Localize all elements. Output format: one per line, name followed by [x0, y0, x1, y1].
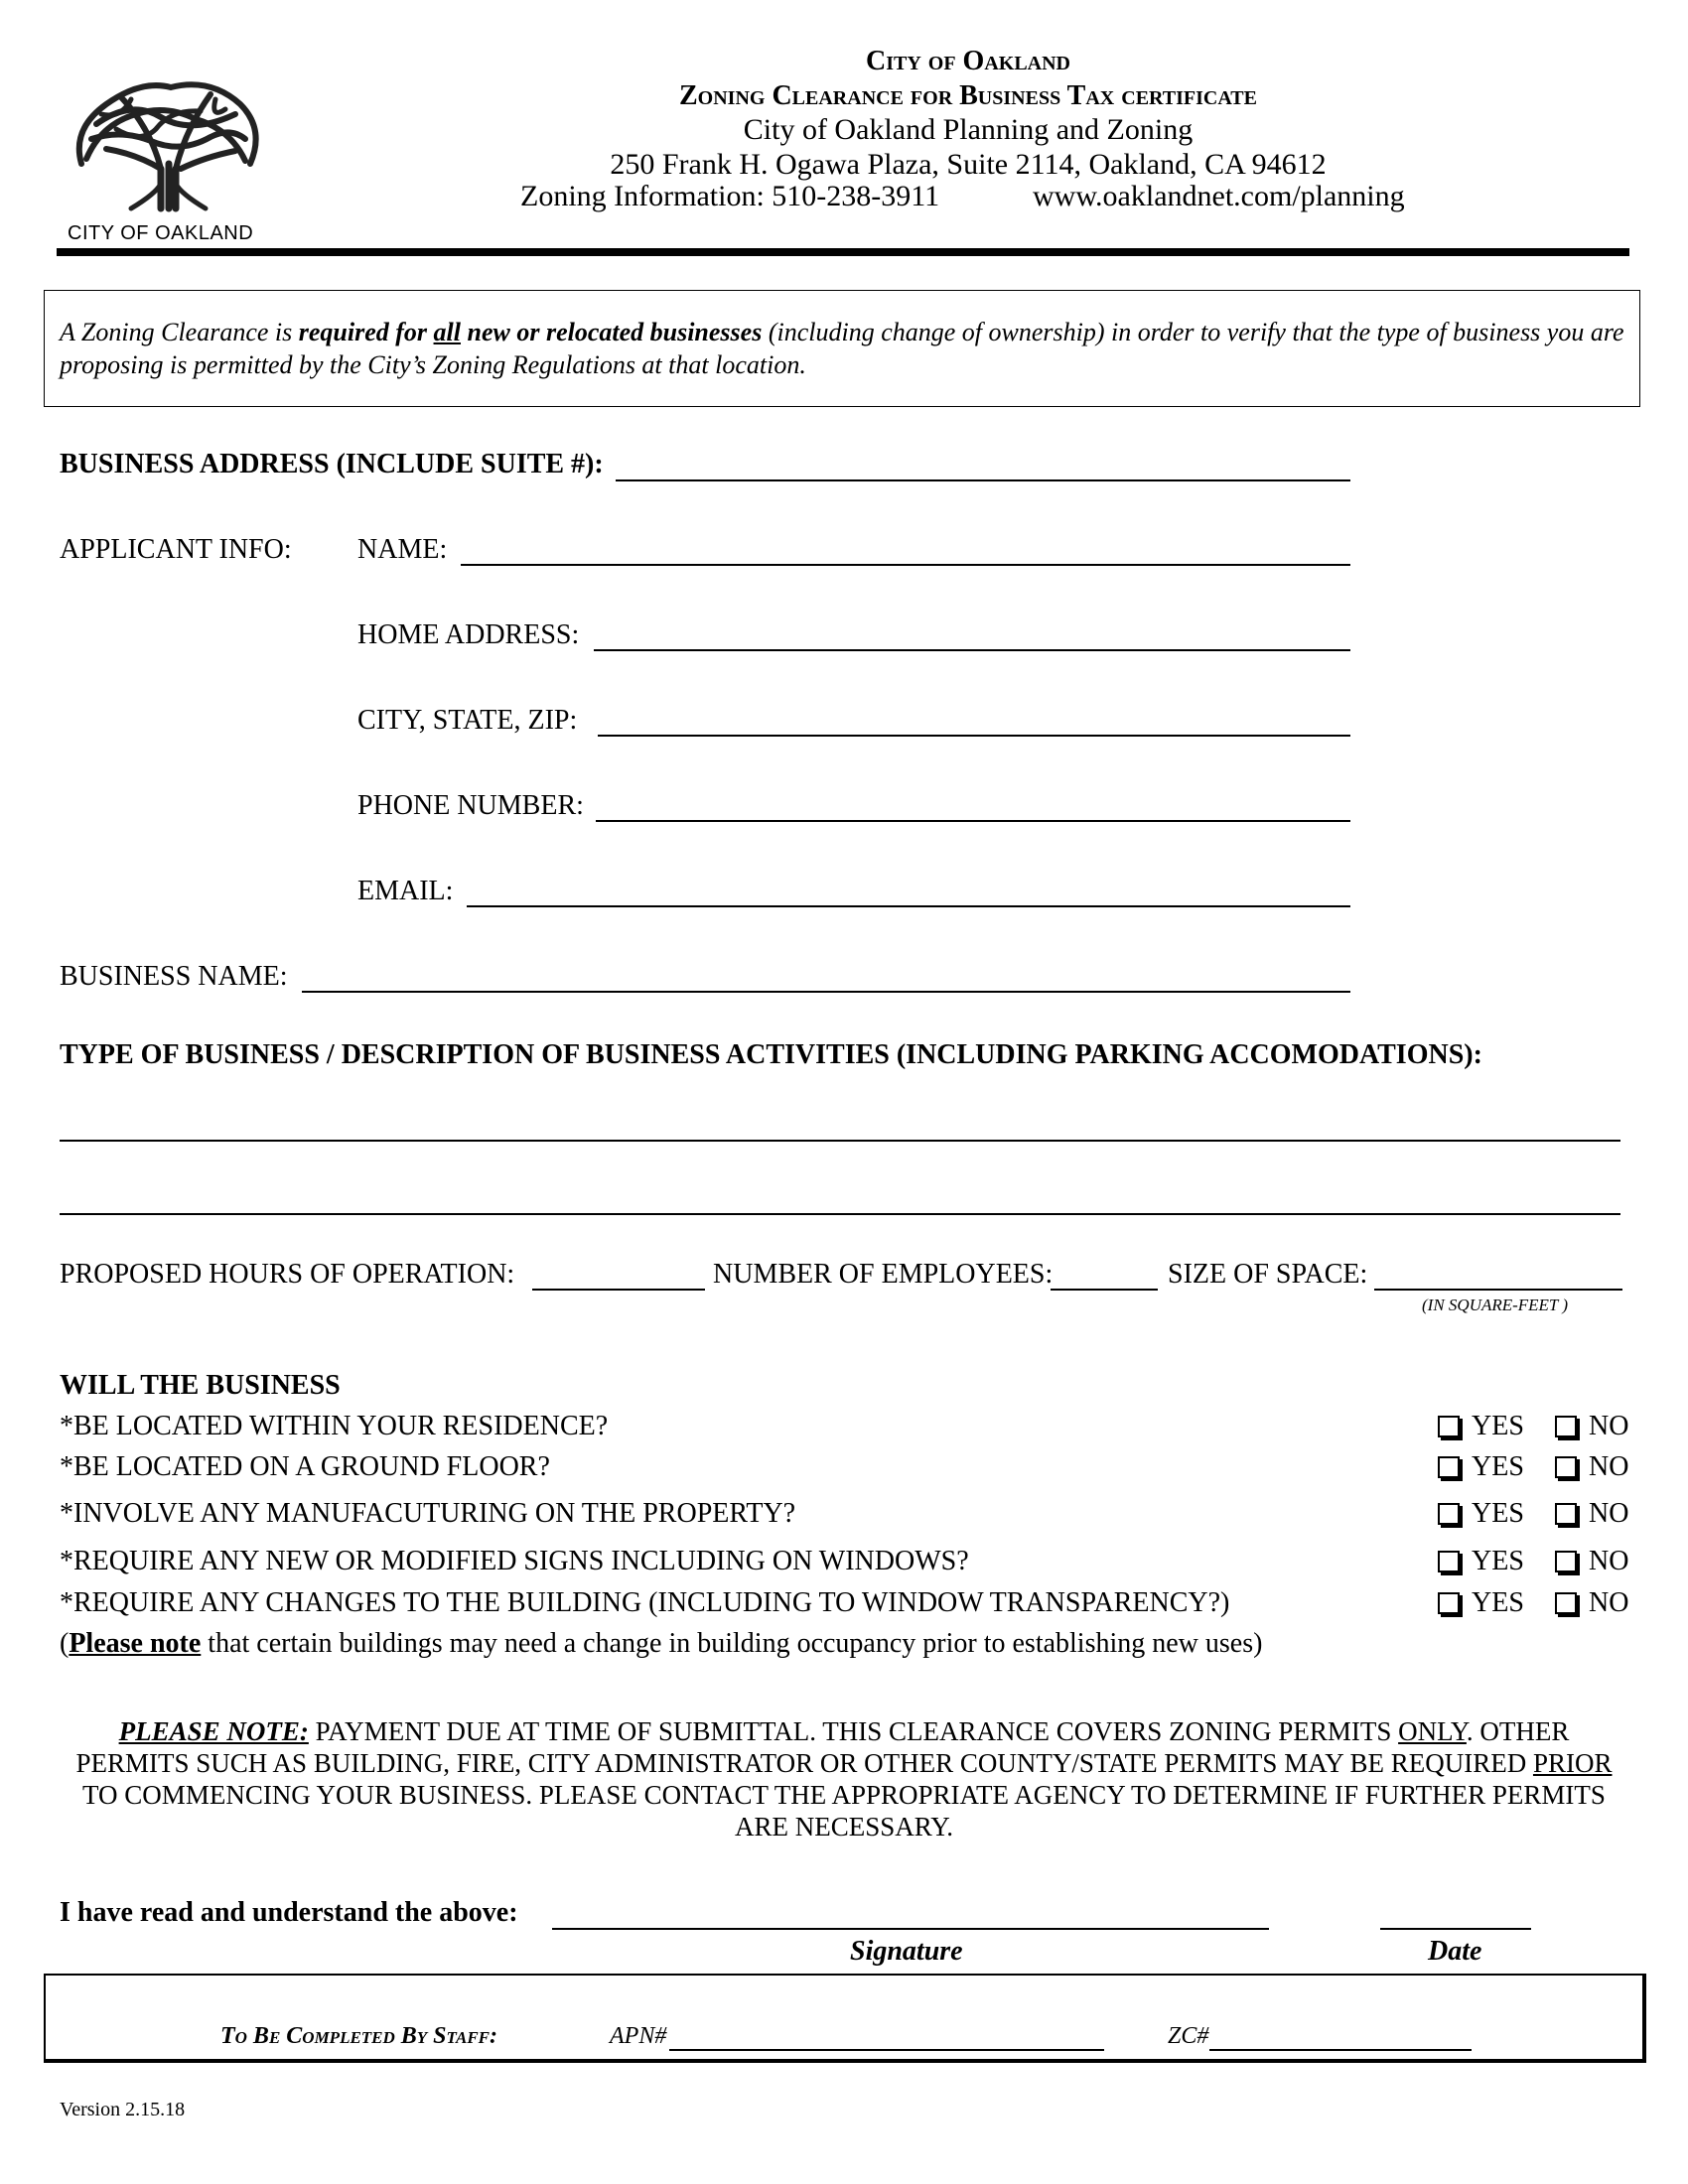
checkbox-icon: [1555, 1416, 1577, 1437]
employees-label: NUMBER OF EMPLOYEES:: [713, 1259, 1054, 1290]
checkbox-icon: [1438, 1456, 1460, 1478]
zc-input[interactable]: [1209, 2049, 1472, 2051]
checkbox-icon: [1555, 1456, 1577, 1478]
hours-label: PROPOSED HOURS OF OPERATION:: [60, 1259, 515, 1290]
checkbox-icon: [1555, 1503, 1577, 1525]
question-signs: *REQUIRE ANY NEW OR MODIFIED SIGNS INCLUDING ON WINDOWS?: [60, 1546, 969, 1576]
header-department: City of Oakland Planning and Zoning: [743, 113, 1194, 146]
occupancy-note: (Please note that certain buildings may need a change in building occupancy prior to establishing new uses): [60, 1628, 1263, 1659]
business-address-label: BUSINESS ADDRESS (INCLUDE SUITE #):: [60, 449, 604, 479]
city-state-zip-label: CITY, STATE, ZIP:: [357, 705, 578, 736]
city-state-zip-input[interactable]: [598, 735, 1350, 737]
business-address-input[interactable]: [616, 479, 1350, 481]
email-input[interactable]: [467, 905, 1350, 907]
checkbox-icon: [1438, 1551, 1460, 1572]
city-logo: [62, 69, 270, 244]
hours-input[interactable]: [532, 1289, 705, 1291]
size-label: SIZE OF SPACE:: [1168, 1259, 1368, 1290]
signature-input[interactable]: [552, 1928, 1269, 1930]
home-address-input[interactable]: [594, 649, 1350, 651]
checkbox-icon: [1555, 1592, 1577, 1614]
type-of-business-label: TYPE OF BUSINESS / DESCRIPTION OF BUSINESS ACTIVITIES (INCLUDING PARKING ACCOMODATIONS):: [60, 1039, 1482, 1070]
phone-label: PHONE NUMBER:: [357, 790, 584, 821]
question-residence-no[interactable]: NO: [1555, 1411, 1628, 1442]
acknowledgement-label: I have read and understand the above:: [60, 1897, 518, 1928]
description-line-2[interactable]: [60, 1213, 1620, 1215]
checkbox-icon: [1438, 1592, 1460, 1614]
date-input[interactable]: [1380, 1928, 1531, 1930]
question-residence: *BE LOCATED WITHIN YOUR RESIDENCE?: [60, 1411, 609, 1441]
employees-input[interactable]: [1051, 1289, 1158, 1291]
signature-caption: Signature: [850, 1936, 963, 1967]
name-label: NAME:: [357, 534, 448, 565]
size-input[interactable]: [1374, 1289, 1622, 1291]
payment-note: PLEASE NOTE: PAYMENT DUE AT TIME OF SUBMITTAL. THIS CLEARANCE COVERS ZONING PERMITS ONLY. OTHER PERMITS SUCH AS BUILDING, FIRE, CITY ADMINISTRATOR OR OTHER COUNTY/STATE PERMITS MAY BE REQUIRED PRIOR TO COMMENCING YOUR BUSINESS. PLEASE CONTACT THE APPROPRIATE AGENCY TO DETERMINE IF FURTHER PERMITS ARE NECESSARY.: [75, 1716, 1613, 1842]
question-residence-yes[interactable]: YES: [1438, 1411, 1524, 1442]
size-hint: (IN SQUARE-FEET ): [1422, 1296, 1568, 1314]
phone-input[interactable]: [596, 820, 1350, 822]
header-website: www.oaklandnet.com/planning: [1033, 180, 1405, 212]
checkbox-icon: [1438, 1416, 1460, 1437]
checkbox-icon: [1555, 1551, 1577, 1572]
apn-input[interactable]: [669, 2049, 1104, 2051]
name-input[interactable]: [461, 564, 1350, 566]
oak-tree-icon: [62, 69, 270, 213]
question-manufacturing-yes[interactable]: YES: [1438, 1498, 1524, 1530]
questions-heading: WILL THE BUSINESS: [60, 1370, 341, 1401]
checkbox-icon: [1438, 1503, 1460, 1525]
header-subtitle: Zoning Clearance for Business Tax certificate: [679, 80, 1257, 111]
email-label: EMAIL:: [357, 876, 454, 906]
intro-text: A Zoning Clearance is required for all new or relocated businesses (including change of ownership) in order to verify that the type of business you are proposing is permitted by the City’s Zoning Regulations at that location.: [60, 318, 1624, 379]
version-label: Version 2.15.18: [60, 2099, 186, 2120]
question-building-changes-yes[interactable]: YES: [1438, 1587, 1524, 1619]
applicant-info-label: APPLICANT INFO:: [60, 534, 292, 565]
question-ground-floor-yes[interactable]: YES: [1438, 1451, 1524, 1483]
business-name-input[interactable]: [302, 991, 1350, 993]
header-zoning-info: Zoning Information: 510-238-3911: [520, 180, 940, 212]
logo-text: CITY OF OAKLAND: [68, 222, 254, 244]
date-caption: Date: [1428, 1936, 1482, 1967]
header-address: 250 Frank H. Ogawa Plaza, Suite 2114, Oakland, CA 94612: [610, 148, 1327, 181]
question-signs-yes[interactable]: YES: [1438, 1546, 1524, 1577]
question-building-changes: *REQUIRE ANY CHANGES TO THE BUILDING (INCLUDING TO WINDOW TRANSPARENCY?): [60, 1587, 1230, 1618]
business-name-label: BUSINESS NAME:: [60, 961, 288, 992]
staff-label: To Be Completed By Staff:: [220, 2023, 497, 2049]
home-address-label: HOME ADDRESS:: [357, 619, 580, 650]
question-manufacturing: *INVOLVE ANY MANUFACUTURING ON THE PROPERTY?: [60, 1498, 796, 1529]
question-manufacturing-no[interactable]: NO: [1555, 1498, 1628, 1530]
header-title: City of Oakland: [865, 46, 1070, 76]
question-ground-floor-no[interactable]: NO: [1555, 1451, 1628, 1483]
header-rule: [57, 248, 1629, 256]
question-ground-floor: *BE LOCATED ON A GROUND FLOOR?: [60, 1451, 550, 1482]
question-signs-no[interactable]: NO: [1555, 1546, 1628, 1577]
question-building-changes-no[interactable]: NO: [1555, 1587, 1628, 1619]
description-line-1[interactable]: [60, 1140, 1620, 1142]
apn-label: APN#: [610, 2023, 667, 2049]
header-block: [477, 44, 1460, 183]
zc-label: ZC#: [1168, 2023, 1209, 2049]
